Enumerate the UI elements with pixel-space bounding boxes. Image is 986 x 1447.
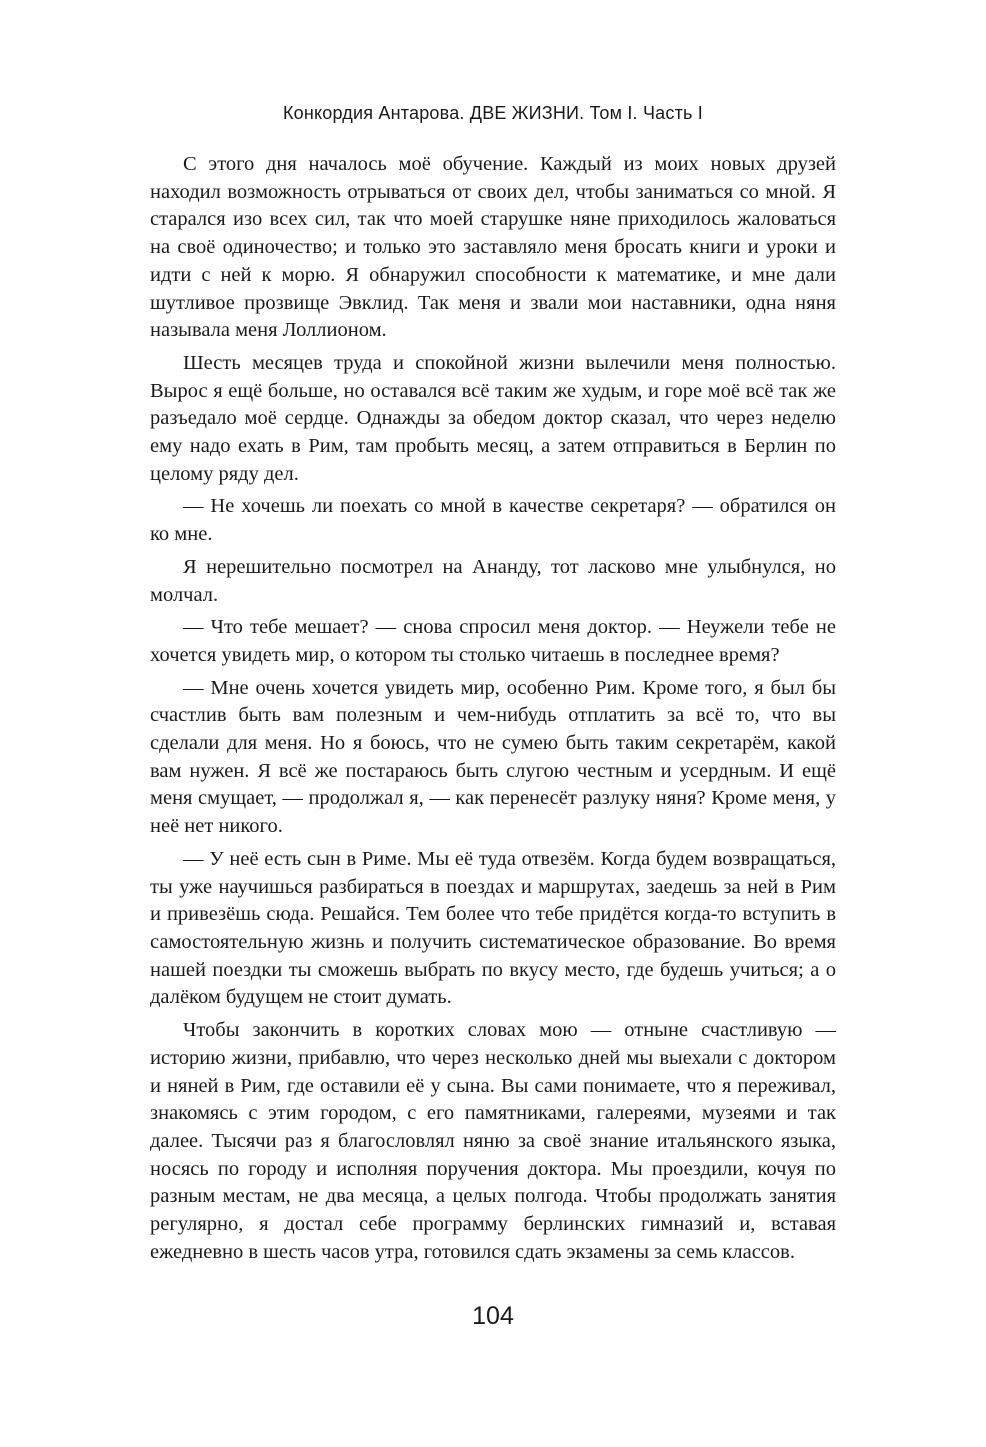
paragraph: Я нерешительно посмотрел на Ананду, тот ласково мне улыбнулся, но молчал. (150, 555, 836, 606)
paragraph: — Не хочешь ли поехать со мной в качестве секретаря? — обратился он ко мне. (150, 495, 836, 546)
paragraph: С этого дня началось моё обучение. Каждый из моих новых друзей находил возможность отрываться от своих дел, чтобы заниматься со мной. Я старался изо всех сил, так что моей старушке няне приходилось жаловаться на своё одиночество; и только это заставляло меня бросать книги и уроки и идти с ней к морю. Я обнаружил способности к математике, и мне дали шутливое прозвище Эвклид. Так меня и звали мои наставники, одна няня называла меня Лоллионом. (150, 153, 836, 342)
paragraph: Чтобы закончить в коротких словах мою — отныне счастливую — историю жизни, прибавлю, что через несколько дней мы выехали с доктором и няней в Рим, где оставили её у сына. Вы сами понимаете, что я переживал, знакомясь с этим городом, с его памятниками, галереями, музеями и так далее. Тысячи раз я благословлял няню за своё знание итальянского языка, носясь по городу и исполняя поручения доктора. Мы проездили, кочуя по разным местам, не два месяца, а целых полгода. Чтобы продолжать занятия регулярно, я достал себе программу берлинских гимназий и, вставая ежедневно в шесть часов утра, готовился сдать экзамены за семь классов. (150, 1019, 836, 1263)
paragraph: Шесть месяцев труда и спокойной жизни вылечили меня полностью. Вырос я ещё больше, но оставался всё таким же худым, и горе моё всё так же разъедало моё сердце. Однажды за обедом доктор сказал, что через неделю ему надо ехать в Рим, там пробыть месяц, а затем отправиться в Берлин по целому ряду дел. (150, 351, 836, 485)
running-header: Конкордия Антарова. ДВЕ ЖИЗНИ. Том I. Часть I (282, 103, 703, 123)
body-text (150, 151, 836, 1271)
paragraph: — Мне очень хочется увидеть мир, особенно Рим. Кроме того, я был бы счастлив быть вам полезным и чем-нибудь отплатить за всё то, что вы сделали для меня. Но я боюсь, что не сумею быть таким секретарём, какой вам нужен. Я всё же постараюсь быть слугою честным и усердным. И ещё меня смущает, — продолжал я, — как перенесёт разлуку няня? Кроме меня, у неё нет никого. (150, 676, 836, 838)
paragraph: — Что тебе мешает? — снова спросил меня доктор. — Неужели тебе не хочется увидеть мир, о котором ты столько читаешь в последнее время? (150, 616, 836, 666)
page-number: 104 (472, 1302, 514, 1330)
paragraph: — У неё есть сын в Риме. Мы её туда отвезём. Когда будем возвращаться, ты уже научишься разбираться в поездах и маршрутах, заедешь за ней в Рим и привезёшь сюда. Решайся. Тем более что тебе придётся когда-то вступить в самостоятельную жизнь и получить систематическое образование. Во время нашей поездки ты сможешь выбрать по вкусу место, где будешь учиться; а о далёком будущем не стоит думать. (150, 847, 836, 1009)
